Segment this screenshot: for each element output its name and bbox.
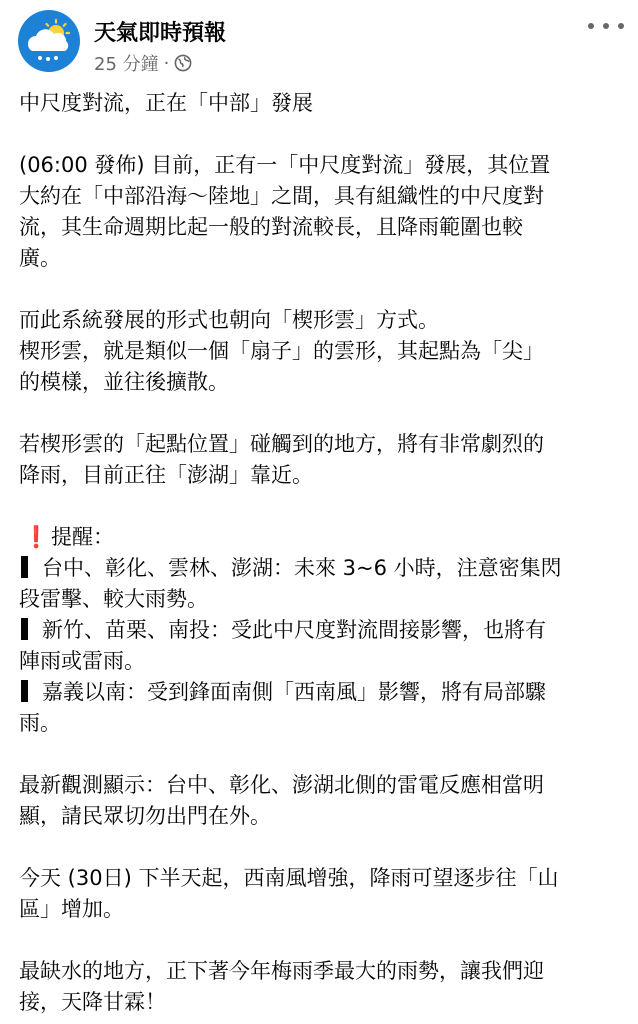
paragraph-wedge-cloud [19, 305, 629, 398]
exclamation-icon: ❗ [23, 525, 50, 549]
paragraph-headline [19, 88, 629, 119]
text-line: 楔形雲，就是類似一個「扇子」的雲形，其起點為「尖」 [19, 339, 544, 363]
text-line: 台中、彰化、雲林、澎湖：未來 3~6 小時，注意密集閃 [42, 556, 562, 580]
text-line: 最缺水的地方，正下著今年梅雨季最大的雨勢，讓我們迎 [19, 959, 544, 983]
text-line: 大約在「中部沿海～陸地」之間，具有組織性的中尺度對 [19, 184, 544, 208]
weather-cloud-rain-icon [18, 10, 80, 72]
paragraph-impact [19, 429, 629, 491]
more-options-icon-dot [618, 23, 624, 29]
text-line: 段雷擊、較大雨勢。 [19, 587, 208, 611]
text-line: 接，天降甘霖！ [19, 990, 166, 1014]
bullet-line [19, 677, 629, 708]
text-line: 顯，請民眾切勿出門在外。 [19, 804, 271, 828]
reminder-heading-label: 提醒： [51, 525, 114, 549]
paragraph-intro [19, 150, 629, 274]
post-header [0, 0, 638, 80]
page-avatar[interactable] [18, 10, 80, 72]
text-line: 雨。 [19, 711, 61, 735]
text-line: 廣。 [19, 246, 61, 270]
page-name[interactable]: 天氣即時預報 [94, 21, 227, 46]
post-meta [94, 50, 192, 76]
text-line: 流，其生命週期比起一般的對流較長，且降雨範圍也較 [19, 215, 523, 239]
text-line: 降雨，目前正往「澎湖」靠近。 [19, 463, 313, 487]
text-line: 中尺度對流，正在「中部」發展 [19, 91, 313, 115]
text-line: 新竹、苗栗、南投：受此中尺度對流間接影響，也將有 [42, 618, 546, 642]
text-line: 今天 (30日) 下半天起，西南風增強，降雨可望逐步往「山 [19, 866, 559, 890]
text-line: 嘉義以南：受到鋒面南側「西南風」影響，將有局部驟 [42, 680, 546, 704]
bullet-bar-icon [21, 556, 28, 578]
text-line: 而此系統發展的形式也朝向「楔形雲」方式。 [19, 308, 439, 332]
more-options-button[interactable] [588, 16, 624, 36]
text-line: 最新觀測顯示：台中、彰化、澎湖北側的雷電反應相當明 [19, 773, 544, 797]
more-options-icon-dot [603, 23, 609, 29]
text-line: 陣雨或雷雨。 [19, 649, 145, 673]
paragraph-reminder [19, 522, 629, 739]
text-line: (06:00 發佈) 目前，正有一「中尺度對流」發展，其位置 [19, 153, 551, 177]
reminder-heading [19, 522, 629, 553]
meta-separator: · [163, 52, 170, 74]
bullet-line [19, 615, 629, 646]
bullet-line [19, 553, 629, 584]
text-line: 區」增加。 [19, 897, 124, 921]
paragraph-forecast [19, 863, 629, 925]
paragraph-observation [19, 770, 629, 832]
text-line: 若楔形雲的「起點位置」碰觸到的地方，將有非常劇烈的 [19, 432, 544, 456]
post-timestamp[interactable]: 25 分鐘 [94, 54, 159, 75]
post-text [19, 88, 629, 1018]
globe-icon[interactable] [174, 54, 192, 72]
paragraph-closing [19, 956, 629, 1018]
bullet-bar-icon [21, 618, 28, 640]
bullet-bar-icon [21, 680, 28, 702]
text-line: 的模樣，並往後擴散。 [19, 370, 229, 394]
more-options-icon-dot [588, 23, 594, 29]
